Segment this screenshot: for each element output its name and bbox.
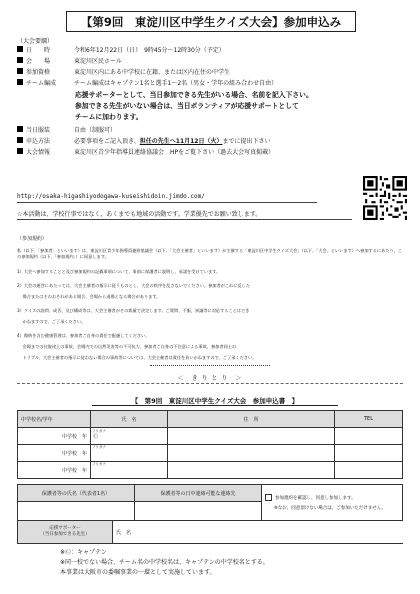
notice: ☆本活動は、学校行事ではなく、あくまでも地域の活動です。学業優先でお願い致します。 [17, 211, 262, 218]
school-cell[interactable]: 中学校 年 [18, 462, 91, 479]
outline-heading: （大会要綱） [17, 38, 54, 45]
rules-intro: 私（以下、「参加者」といいます）は、東淀川区青少年指導員連絡協議会（以下、「大会主催者」といいます）が主催する「東淀川区中学生クイズ大会」（以下、「大会」といいます）へ参加するにあたり、この参加規約（以下、「参加規約」）に同意します。 [17, 248, 403, 259]
header-guardian-name: 保護者等の氏名（代表者1名） [18, 485, 135, 502]
footnote-captain: ※Ⓒ：キャプテン [60, 549, 107, 556]
tel-field[interactable] [335, 462, 403, 479]
rule-item: 4）傷病を含む健康管理は、参加者ご自身の責任で配慮してください。 [17, 333, 150, 338]
header-school: 中学校名/学年 [18, 411, 91, 428]
address-field[interactable] [168, 462, 335, 479]
outline-list [17, 46, 357, 157]
consent-checkbox-row[interactable]: 参加規約を確認し、同意し参加します。 [265, 494, 399, 501]
outline-item-info: 大会情報 東淀川区青少年指導員連絡協議会 HPをご覧下さい（過去大会写真掲載） [17, 148, 357, 157]
rule-item: かねますので、ご了承ください。 [17, 319, 86, 324]
header-guardian-tel: 保護者等の日中連絡可能な連絡先 [135, 485, 262, 502]
outline-item-dress: 当日服装 自由（制服可） [17, 126, 357, 135]
team-supporter-note: 応援サポーターとして、当日参加できる先生がいる場合、名前を記入下さい。 参加できる先生がいない場合は、当日ボランティアが応援サポートとして チームに加わります。 [75, 91, 313, 121]
header-name: 氏 名 [91, 411, 168, 428]
supporter-row [18, 521, 404, 544]
rule-item: 3）クイズの設問、成否、及び構成等は、大会主催者がその裁量で決定します。ご質問、不服、異議等に対応することはでき [17, 308, 250, 313]
application-table [17, 410, 403, 479]
guardian-name-field[interactable] [18, 502, 135, 521]
cut-dashed-line [17, 383, 403, 384]
outline-item-apply: 申込方法 必要事項をご記入頂き、 担任の先生へ11月12日（火） までに提出下さい [17, 137, 357, 146]
address-field[interactable] [168, 445, 335, 462]
table-row [18, 428, 403, 445]
outline-item-venue: 会 場 東淀川区民ホール [17, 57, 357, 66]
captain-mark: Ⓒ [93, 434, 99, 440]
consent-note: ※なお、同意頂けない場合は、ご参加いただけません。 [274, 506, 387, 511]
bullet-square-icon [17, 126, 23, 132]
rule-item: 1）大会へ参加することと及び参加規約の記載事項について、事前に保護者に説明し、承諾を受けています。 [17, 269, 221, 274]
header-supporter: 応援サポーター （当日参加できる先生） [18, 521, 113, 544]
bullet-square-icon [17, 137, 23, 143]
member-name-field[interactable]: フリガナ [91, 445, 168, 462]
header-address: 住 所 [168, 411, 335, 428]
qr-code-icon[interactable] [363, 176, 407, 220]
form-title: 【 第9回 東淀川区中学生クイズ大会 参加申込書 】 [92, 396, 338, 406]
rules-list [17, 266, 403, 363]
notice-underline [17, 219, 352, 220]
rule-item: 会場までの往復途上の事故、会場内での自然災害等の不可抗力、参加者ご自身の不注意による事故、参加者同士の [17, 344, 237, 349]
guardian-header-row [18, 485, 403, 502]
footnote-commission: 本事業は大阪市の委嘱事業の一環として実施しています。 [60, 569, 216, 576]
address-field[interactable] [168, 428, 335, 445]
footnote-school-name: ※同一校でない場合、チーム名の中学校名は、キャプテンの中学校名とする。 [60, 559, 269, 566]
table-row [18, 445, 403, 462]
bullet-square-icon [17, 79, 23, 85]
rule-item: 場合またはそのおそれがある場合、会場から退場となる場合があります。 [17, 294, 161, 299]
consent-checkbox[interactable] [265, 494, 272, 501]
member-name-field[interactable]: フリガナ [91, 462, 168, 479]
cut-line: ＜ き り と り ＞ [177, 375, 243, 382]
guardian-tel-field[interactable] [135, 502, 262, 521]
rule-item: トラブル、大会主催者の指示に従わない場合の事故等については、大会主催者は責任を負いかねますので、ご了承ください。 [17, 355, 257, 360]
bullet-square-icon [17, 46, 23, 52]
dotted-divider [150, 365, 270, 366]
member-name-field[interactable]: フリガナ Ⓒ [91, 428, 168, 445]
tel-field[interactable] [335, 445, 403, 462]
page-title: 【第9回 東淀川区中学生クイズ大会】参加申込み [66, 11, 356, 32]
school-cell[interactable]: 中学校 年 [18, 445, 91, 462]
supporter-table [17, 520, 403, 544]
website-link[interactable]: http://osaka-higashiyodogawa-kuseishidoin.jimdo.com/ [17, 192, 317, 203]
supporter-name-field[interactable]: 氏 名 [113, 521, 404, 544]
header-tel: TEL [335, 411, 403, 428]
rule-item: 2）大会の運営にあたっては、大会主催者の指示に従うものとし、大会の秩序を乱さないでください。参加者がこれに反した [17, 283, 250, 288]
bullet-square-icon [17, 57, 23, 63]
guardian-table [17, 484, 403, 521]
rules-heading: （参加規約） [17, 236, 48, 242]
consent-cell [262, 485, 403, 521]
outline-item-date: 日 時 令和6年12月22日（日） 9時45分～12時30分（予定） [17, 46, 357, 55]
outline-item-team: チーム編成 チーム編成はキャプテン1名と選手1～2名（男女・学年の組み合わせ自由） [17, 79, 357, 88]
bullet-square-icon [17, 148, 23, 154]
table-row [18, 462, 403, 479]
table-header-row [18, 411, 403, 428]
bullet-square-icon [17, 68, 23, 74]
footnotes [60, 548, 269, 577]
school-cell[interactable]: 中学校 年 [18, 428, 91, 445]
outline-item-eligibility: 参加資格 東淀川区内にある中学校に在籍、または区内在住の中学生 [17, 68, 357, 77]
tel-field[interactable] [335, 428, 403, 445]
